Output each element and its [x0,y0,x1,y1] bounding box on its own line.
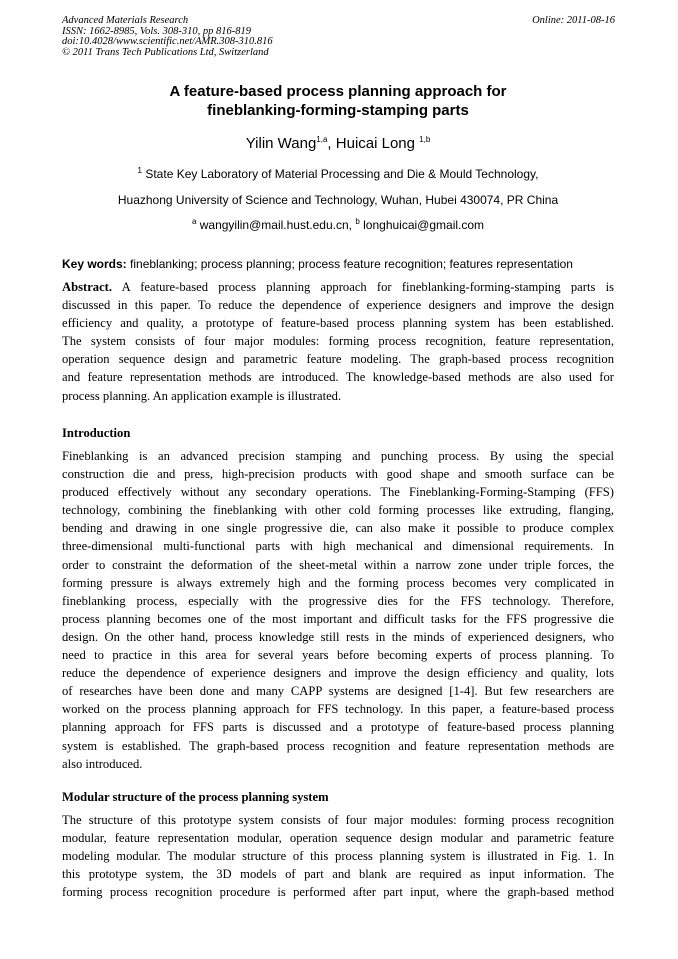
paragraph-line: worked on the process planning approach for FFS technology. In this paper, a feature-based process [62,702,614,717]
section-heading-introduction: Introduction [62,426,131,440]
paragraph-line: order to constraint the deformation of the sheet-metal within a narrow zone under triple forces, the [62,557,614,572]
email-mark: a [191,217,197,226]
issn-line: ISSN: 1662-8985, Vols. 308-310, pp 816-819 [62,25,251,37]
paragraph-line: also introduced. [62,756,143,771]
author-affiliation-mark: 1,b [419,135,431,144]
affiliation-text: State Key Laboratory of Material Processing and Die & Mould Technology, [145,167,539,181]
author-list [62,135,614,152]
affiliation-line-1 [62,167,614,181]
paper-title [62,82,614,120]
copyright-line: © 2011 Trans Tech Publications Ltd, Switzerland [62,46,269,58]
abstract-line: and feature representation methods are introduced. The knowledge-based methods are also used for [62,370,614,385]
paragraph-line: planning approach for FFS parts is discussed and a prototype of feature-based process planning [62,720,614,735]
title-line-2: fineblanking-forming-stamping parts [207,102,469,119]
abstract-line: operation sequence design and parametric feature modeling. The graph-based process recognition [62,352,614,367]
paragraph-line: this prototype system, the 3D models of part and blank are required as input information. The [62,867,614,882]
paragraph-line: modeling modular. The modular structure of this process planning system is illustrated in Fig. 1. In [62,849,614,864]
modular-body [62,811,614,901]
title-line-1: A feature-based process planning approach for [169,83,507,100]
introduction-body [62,447,614,773]
section-heading-modular-structure: Modular structure of the process planning system [62,790,329,804]
abstract-line: The system consists of four major modules: forming process recognition, feature representation, [62,334,614,349]
paragraph-line: of researches have been done and many CAPP systems are designed [1-4]. But few researchers are [62,684,614,699]
affiliation-line-2: Huazhong University of Science and Technology, Wuhan, Hubei 430074, PR China [117,193,559,207]
paragraph-line: technology, combining the fineblanking with other cold forming processes like extruding, flanging, [62,503,614,518]
paragraph-line: three-dimensional multi-functional parts with high mechanical and dimensional requirements. In [62,539,614,554]
doi-line: doi:10.4028/www.scientific.net/AMR.308-310.816 [62,36,273,48]
paragraph-line: reduce the dependence of experience designers and improve the design efficiency and quality, lots [62,666,614,681]
abstract-label: Abstract. [62,280,113,294]
abstract-line [62,278,614,296]
paragraph-line: produced effectively without any secondary operations. The Fineblanking-Forming-Stamping (FFS) [62,485,614,500]
paragraph-line: need to practice in this area for several years before becoming experts of process planning. To [62,648,614,663]
journal-header [62,16,273,58]
author-separator: , [327,135,336,152]
abstract-line: efficiency and quality, a prototype of feature-based process planning system has been established. [62,316,614,331]
keywords [62,257,614,271]
abstract-line: process planning. An application example is illustrated. [62,388,342,403]
affiliation-mark: 1 [137,166,142,175]
email-a: wangyilin@mail.hust.edu.cn, [199,218,352,232]
author-affiliation-mark: 1,a [316,135,328,144]
keywords-text: fineblanking; process planning; process feature recognition; features representation [130,257,573,271]
email-mark: b [355,217,360,226]
paragraph-line: construction die and press, high-precision products with good shape and smooth surface can be [62,467,614,482]
paragraph-line: fineblanking process, especially with the progressive dies for the FFS technology. Therefore, [62,593,614,608]
email-line [62,218,614,232]
abstract [62,278,614,405]
paragraph-line: modular, feature representation modular, operation sequence design modular and parametric feature [62,831,614,846]
paragraph-line: The structure of this prototype system consists of four major modules: forming process recognition [62,813,614,827]
paragraph-line: bending and drawing in one single progressive die, can also make it possible to produce complex [62,521,614,536]
abstract-text: A feature-based process planning approach for fineblanking-forming-stamping parts is [121,280,614,294]
email-b: longhuicai@gmail.com [363,218,485,232]
paragraph-line: design. On the other hand, process knowledge still rests in the minds of experienced designers, who [62,629,614,644]
keywords-label: Key words: [62,257,127,271]
author-name: Huicai Long [335,135,415,152]
online-date: Online: 2011-08-16 [532,15,615,26]
journal-name: Advanced Materials Research [62,15,189,26]
paragraph-line: process planning becomes one of the most important and difficult tasks for the FFS progressive die [62,611,614,626]
author-name: Yilin Wang [245,135,317,152]
abstract-line: discussed in this paper. To reduce the dependence of experience designers and improve the design [62,298,614,313]
paragraph-line: forming pressure is always extremely high and the forming process becomes very complicated in [62,575,614,590]
paragraph-line: forming process recognition procedure is performed after part input, where the graph-based method [62,885,614,900]
paragraph-line: Fineblanking is an advanced precision stamping and punching process. By using the special [62,449,614,463]
paragraph-line: system is established. The graph-based process recognition and feature representation methods are [62,738,614,753]
